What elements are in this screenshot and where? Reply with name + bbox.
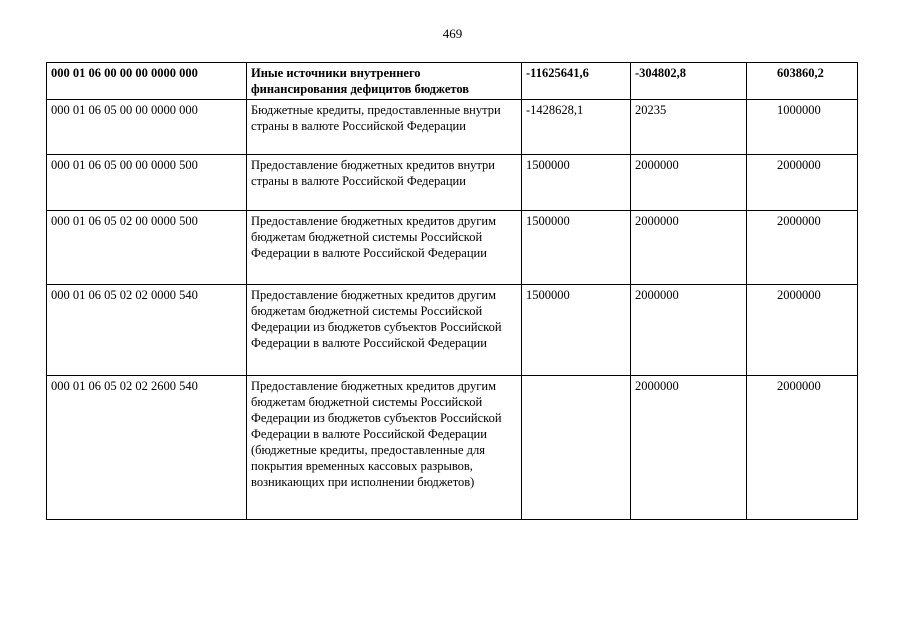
table-row: [47, 211, 858, 285]
amount-cell-year-3: 603860,2: [747, 63, 858, 100]
amount-cell-year-2: 2000000: [631, 376, 747, 520]
table-row: [47, 285, 858, 376]
amount-cell-year-1: -11625641,6: [522, 63, 631, 100]
amount-cell-year-1: -1428628,1: [522, 100, 631, 155]
amount-cell-year-2: 2000000: [631, 155, 747, 211]
table-row: [47, 63, 858, 100]
table-row: [47, 376, 858, 520]
amount-cell-year-1: 1500000: [522, 155, 631, 211]
amount-cell-year-1: 1500000: [522, 211, 631, 285]
budget-code-cell: 000 01 06 05 00 00 0000 000: [47, 100, 247, 155]
amount-cell-year-2: 20235: [631, 100, 747, 155]
source-name-cell: Предоставление бюджетных кредитов внутри страны в валюте Российской Федерации: [247, 155, 522, 211]
budget-code-cell: 000 01 06 00 00 00 0000 000: [47, 63, 247, 100]
amount-cell-year-2: 2000000: [631, 211, 747, 285]
source-name-cell: Предоставление бюджетных кредитов другим бюджетам бюджетной системы Российской Федерации из бюджетов субъектов Российской Федерации в валюте Российской Федерации: [247, 285, 522, 376]
amount-cell-year-3: 2000000: [747, 285, 858, 376]
amount-cell-year-3: 2000000: [747, 155, 858, 211]
amount-cell-year-1: [522, 376, 631, 520]
page-number: 469: [442, 26, 463, 41]
table-row: [47, 155, 858, 211]
source-name-cell: Бюджетные кредиты, предоставленные внутри страны в валюте Российской Федерации: [247, 100, 522, 155]
amount-cell-year-2: 2000000: [631, 285, 747, 376]
source-name-cell: Предоставление бюджетных кредитов другим бюджетам бюджетной системы Российской Федерации в валюте Российской Федерации: [247, 211, 522, 285]
amount-cell-year-3: 2000000: [747, 211, 858, 285]
amount-cell-year-3: 2000000: [747, 376, 858, 520]
budget-code-cell: 000 01 06 05 02 00 0000 500: [47, 211, 247, 285]
budget-code-cell: 000 01 06 05 00 00 0000 500: [47, 155, 247, 211]
budget-code-cell: 000 01 06 05 02 02 0000 540: [47, 285, 247, 376]
budget-sources-table: [46, 62, 858, 520]
table-row: [47, 100, 858, 155]
amount-cell-year-1: 1500000: [522, 285, 631, 376]
amount-cell-year-2: -304802,8: [631, 63, 747, 100]
budget-code-cell: 000 01 06 05 02 02 2600 540: [47, 376, 247, 520]
amount-cell-year-3: 1000000: [747, 100, 858, 155]
source-name-cell: Иные источники внутреннего финансирования дефицитов бюджетов: [247, 63, 522, 100]
source-name-cell: Предоставление бюджетных кредитов другим бюджетам бюджетной системы Российской Федерации из бюджетов субъектов Российской Федерации в валюте Российской Федерации (бюджетные кредиты, предоставленные для покрытия временных кассовых разрывов, возникающих при исполнении бюджетов): [247, 376, 522, 520]
